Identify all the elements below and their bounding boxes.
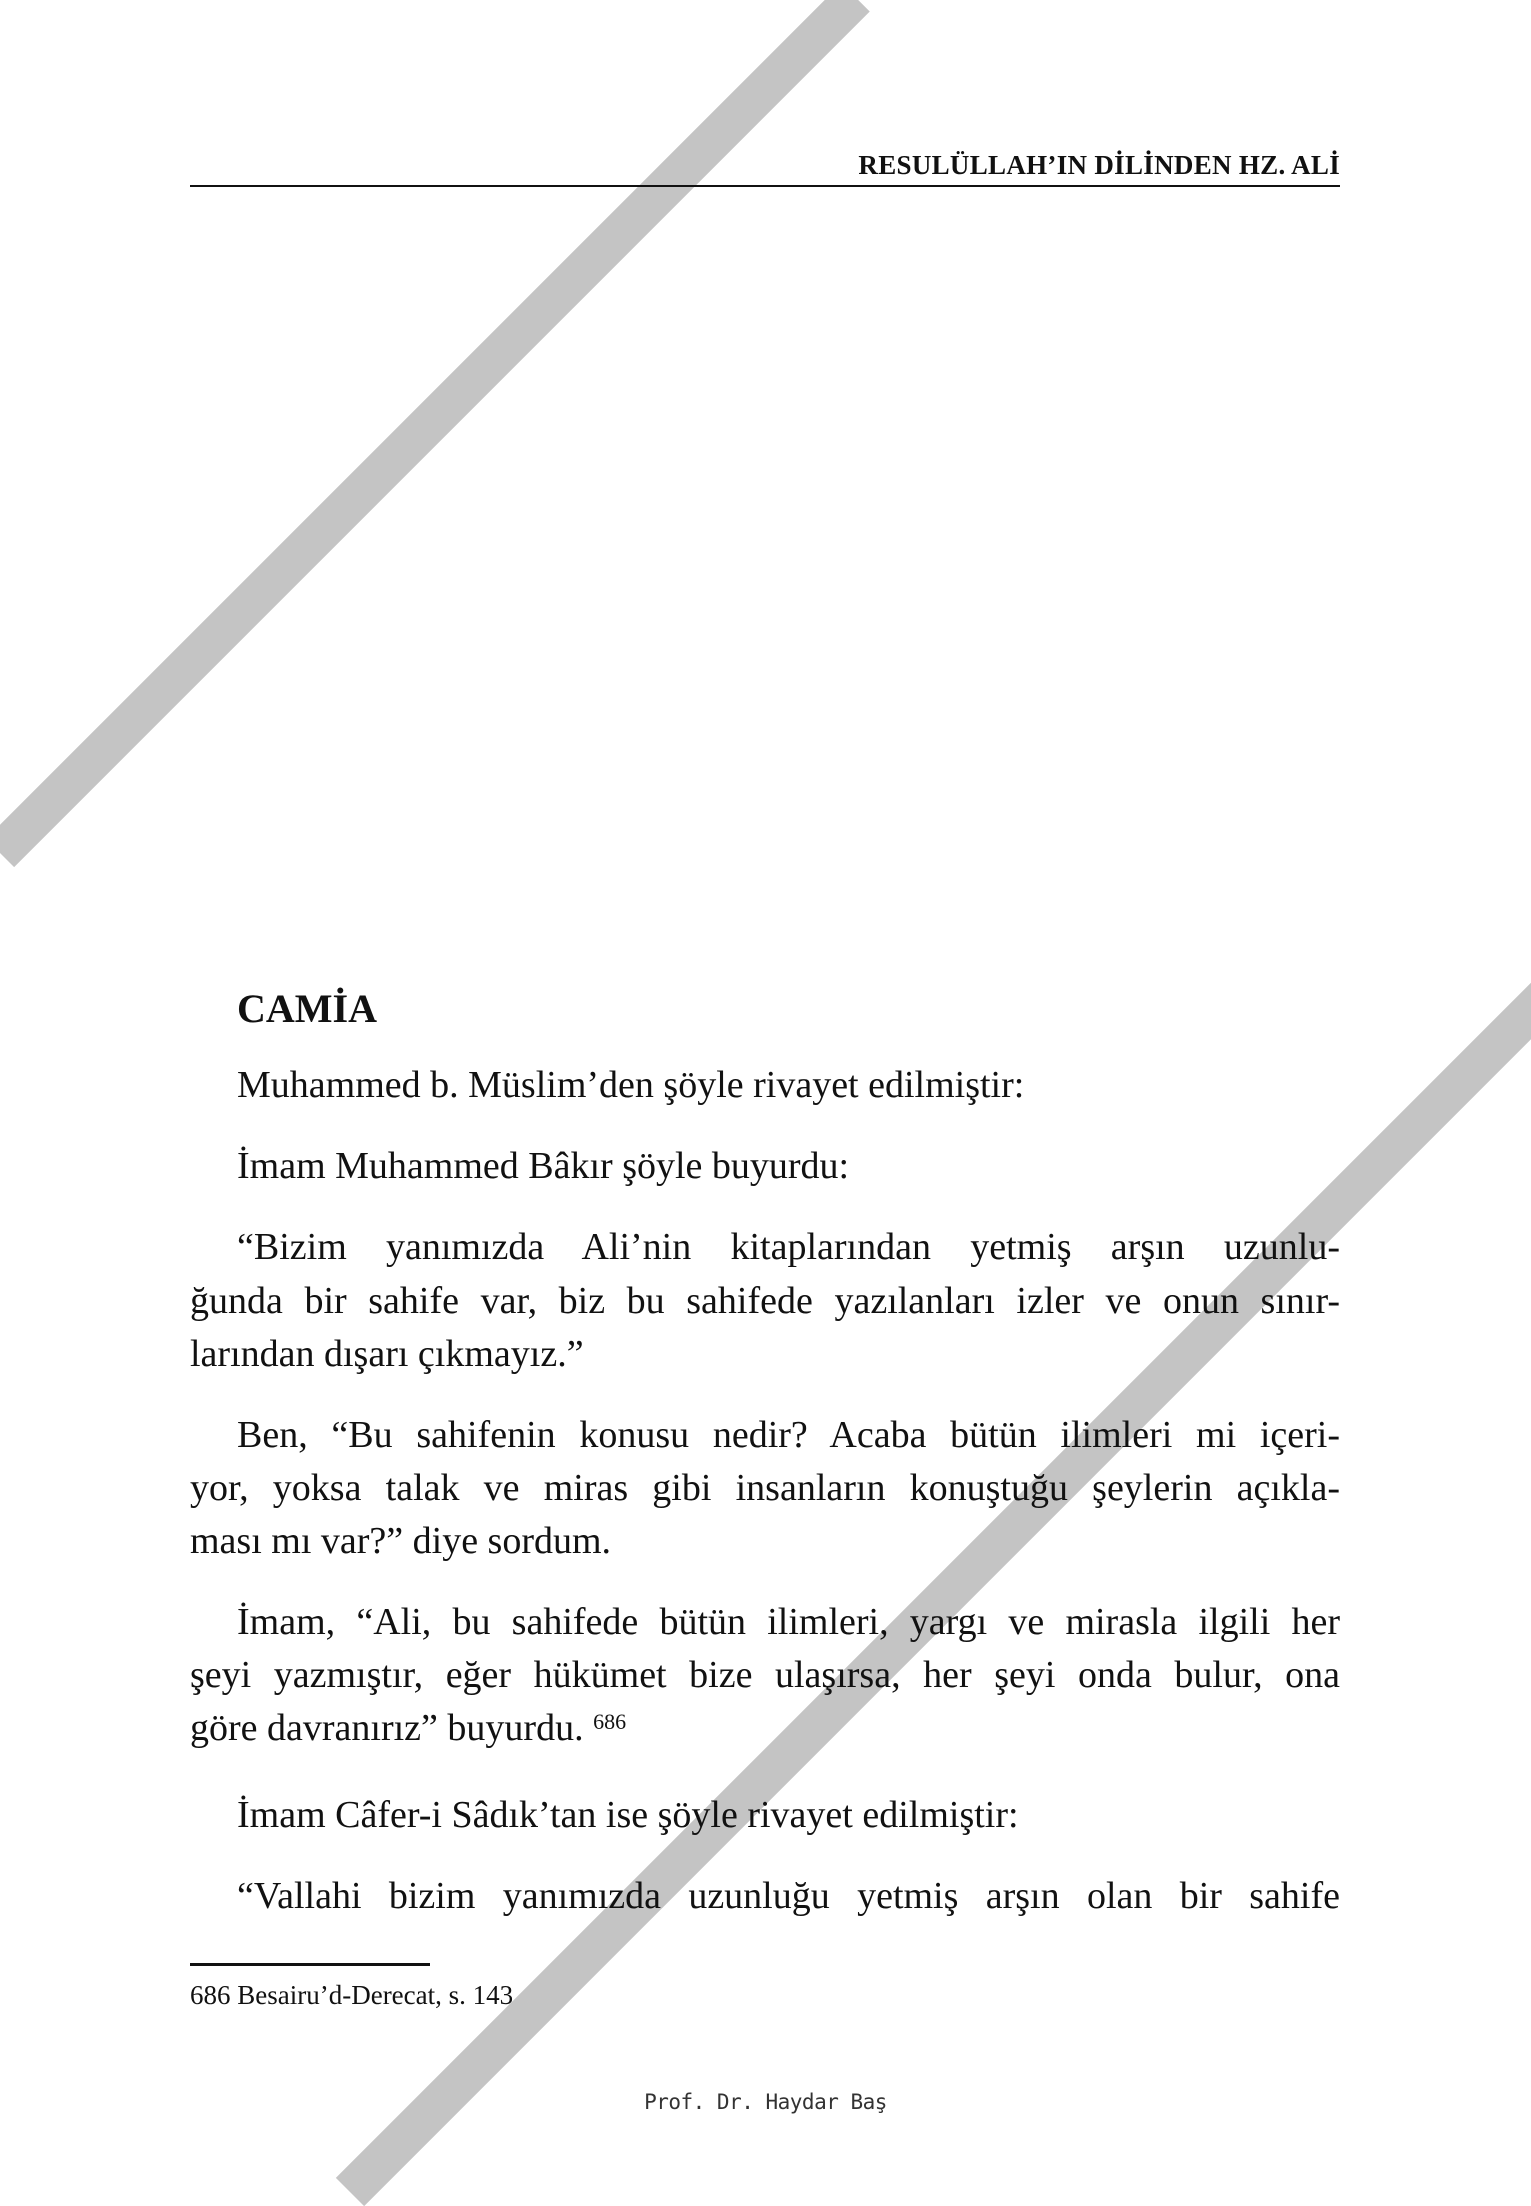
body-line: İmam, “Ali, bu sahifede bütün ilimleri, yargı ve mirasla ilgili her <box>237 1601 1340 1643</box>
body-line: ğunda bir sahife var, biz bu sahifede yazılanları izler ve onun sınır- <box>190 1280 1340 1322</box>
footnote-rule <box>190 1963 430 1966</box>
section-heading: CAMİA <box>237 986 377 1031</box>
running-header: RESULÜLLAH’IN DİLİNDEN HZ. ALİ <box>858 150 1340 180</box>
body-line: İmam Câfer-i Sâdık’tan ise şöyle rivayet edilmiştir: <box>237 1794 1019 1836</box>
body-line <box>190 1706 1340 1750</box>
page-footer-author: Prof. Dr. Haydar Baş <box>644 2090 887 2114</box>
footnote-reference: 686 <box>593 1709 627 1734</box>
body-line: “Bizim yanımızda Ali’nin kitaplarından yetmiş arşın uzunlu- <box>237 1226 1340 1268</box>
body-line-text: göre davranırız” buyurdu. <box>190 1707 584 1749</box>
body-line: ması mı var?” diye sordum. <box>190 1520 612 1562</box>
body-line: larından dışarı çıkmayız.” <box>190 1333 584 1375</box>
body-line: Ben, “Bu sahifenin konusu nedir? Acaba bütün ilimleri mi içeri- <box>237 1414 1340 1456</box>
body-line: şeyi yazmıştır, eğer hükümet bize ulaşırsa, her şeyi onda bulur, ona <box>190 1654 1340 1696</box>
body-line: “Vallahi bizim yanımızda uzunluğu yetmiş arşın olan bir sahife <box>237 1875 1340 1917</box>
body-line: yor, yoksa talak ve miras gibi insanların konuştuğu şeylerin açıkla- <box>190 1467 1340 1509</box>
watermark-band <box>0 0 870 867</box>
header-rule <box>190 185 1340 187</box>
body-line: İmam Muhammed Bâkır şöyle buyurdu: <box>237 1145 850 1187</box>
body-line: Muhammed b. Müslim’den şöyle rivayet edilmiştir: <box>237 1064 1025 1106</box>
footnote: 686 Besairu’d-Derecat, s. 143 <box>190 1980 514 2010</box>
